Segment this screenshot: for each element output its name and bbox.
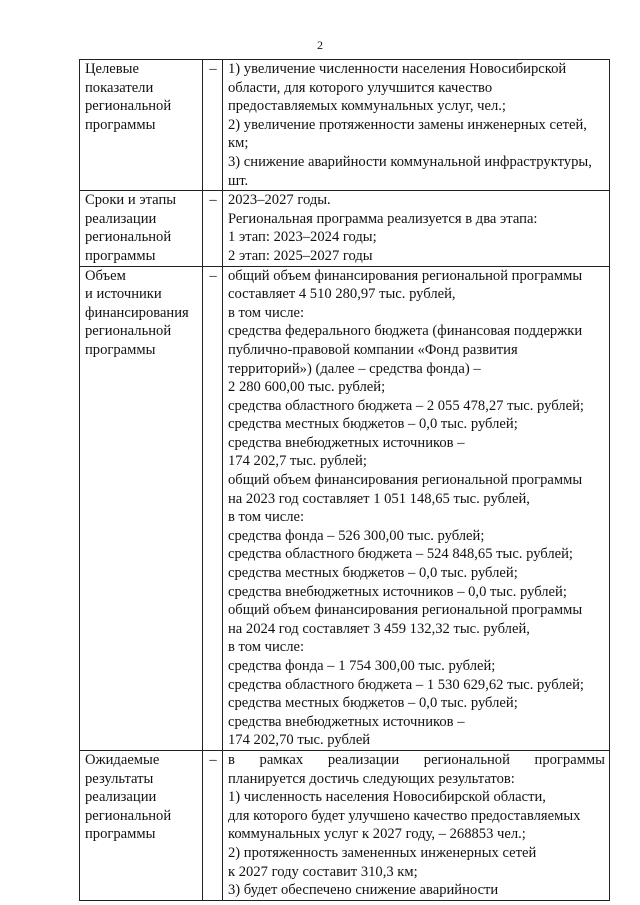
row-value [223, 60, 610, 191]
value-line: составляет 4 510 280,97 тыс. рублей, [228, 286, 456, 303]
value-line-justified [228, 751, 605, 770]
value-line: на 2023 год составляет 1 051 148,65 тыс. рублей, [228, 490, 530, 507]
value-line: к 2027 году составит 310,3 км; [228, 863, 418, 880]
value-line: публично-правовой компании «Фонд развития [228, 341, 518, 358]
row-label [80, 750, 203, 900]
value-line: общий объем финансирования региональной программы [228, 472, 583, 489]
value-line: средства местных бюджетов – 0,0 тыс. рублей; [228, 565, 518, 582]
value-line: 2 280 600,00 тыс. рублей; [228, 379, 386, 396]
row-value [223, 266, 610, 750]
value-line: средства внебюджетных источников – [228, 713, 465, 730]
value-line: планируется достичь следующих результатов: [228, 770, 515, 787]
value-line: в том числе: [228, 509, 305, 526]
value-line: коммунальных услуг к 2027 году, – 268853 чел.; [228, 826, 526, 843]
value-word: в [228, 751, 235, 768]
label-line: результаты [85, 770, 154, 787]
label-line: финансирования [85, 304, 189, 321]
value-line: в том числе: [228, 304, 305, 321]
label-line: программы [85, 247, 156, 264]
value-line: Региональная программа реализуется в два этапа: [228, 210, 538, 227]
value-line: 1) увеличение численности населения Новосибирской [228, 61, 567, 77]
value-line: 2 этап: 2025–2027 годы [228, 247, 373, 264]
row-dash: – [203, 60, 223, 191]
label-line: программы [85, 116, 156, 133]
row-label [80, 266, 203, 750]
table-row-funding [80, 266, 610, 750]
label-line: региональной [85, 98, 172, 115]
label-line: региональной [85, 807, 172, 824]
value-line: средства внебюджетных источников – [228, 434, 465, 451]
value-line: в том числе: [228, 639, 305, 656]
value-line: 1) численность населения Новосибирской области, [228, 789, 546, 806]
label-line: программы [85, 826, 156, 843]
value-line: 1 этап: 2023–2024 годы; [228, 229, 377, 246]
row-value [223, 750, 610, 900]
value-line: 174 202,7 тыс. рублей; [228, 453, 367, 470]
value-line: 2) увеличение протяженности замены инженерных сетей, [228, 116, 587, 133]
row-dash: – [203, 750, 223, 900]
row-dash: – [203, 191, 223, 266]
table-row-expected-results [80, 750, 610, 900]
label-line: Сроки и этапы [85, 192, 177, 209]
value-line: средства федерального бюджета (финансовая поддержки [228, 323, 583, 340]
value-line: 3) будет обеспечено снижение аварийности [228, 882, 499, 899]
row-value [223, 191, 610, 266]
value-word: региональной [423, 751, 510, 768]
value-line: 3) снижение аварийности коммунальной инфраструктуры, [228, 153, 592, 170]
value-line: средства областного бюджета – 2 055 478,27 тыс. рублей; [228, 397, 584, 414]
value-line: средства областного бюджета – 1 530 629,62 тыс. рублей; [228, 676, 584, 693]
value-line: средства местных бюджетов – 0,0 тыс. рублей; [228, 695, 518, 712]
program-passport-table [79, 59, 610, 901]
value-line: области, для которого улучшится качество [228, 79, 493, 96]
value-line: км; [228, 135, 249, 152]
value-line: общий объем финансирования региональной программы [228, 267, 583, 284]
value-line: средства областного бюджета – 524 848,65 тыс. рублей; [228, 546, 573, 563]
label-line: Ожидаемые [85, 751, 160, 768]
table-row-terms-stages [80, 191, 610, 266]
value-line: средства фонда – 526 300,00 тыс. рублей; [228, 527, 485, 544]
label-line: реализации [85, 210, 157, 227]
label-line: программы [85, 341, 156, 358]
label-line: и источники [85, 286, 162, 303]
value-line: средства фонда – 1 754 300,00 тыс. рублей; [228, 658, 496, 674]
row-label [80, 191, 203, 266]
value-word: рамках [259, 751, 304, 768]
value-line: средства внебюджетных источников – 0,0 тыс. рублей; [228, 583, 567, 600]
value-line: территорий») (далее – средства фонда) – [228, 360, 481, 377]
value-line: средства местных бюджетов – 0,0 тыс. рублей; [228, 416, 518, 433]
label-line: Объем [85, 267, 126, 284]
label-line: реализации [85, 789, 157, 806]
label-line: показатели [85, 79, 154, 96]
value-word: программы [534, 751, 605, 768]
value-line: на 2024 год составляет 3 459 132,32 тыс. рублей, [228, 620, 530, 637]
value-line: для которого будет улучшено качество предоставляемых [228, 807, 581, 824]
value-line: 2023–2027 годы. [228, 192, 331, 209]
value-line: 2) протяженность замененных инженерных сетей [228, 844, 537, 861]
label-line: региональной [85, 229, 172, 246]
value-line: шт. [228, 172, 249, 189]
table-row-target-indicators [80, 60, 610, 191]
value-line: общий объем финансирования региональной программы [228, 602, 583, 619]
page-number: 2 [317, 38, 323, 52]
value-line: 174 202,70 тыс. рублей [228, 732, 371, 749]
label-line: региональной [85, 323, 172, 340]
row-dash: – [203, 266, 223, 750]
value-word: реализации [327, 751, 400, 768]
value-line: предоставляемых коммунальных услуг, чел.; [228, 98, 506, 115]
label-line: Целевые [85, 61, 139, 77]
row-label [80, 60, 203, 191]
